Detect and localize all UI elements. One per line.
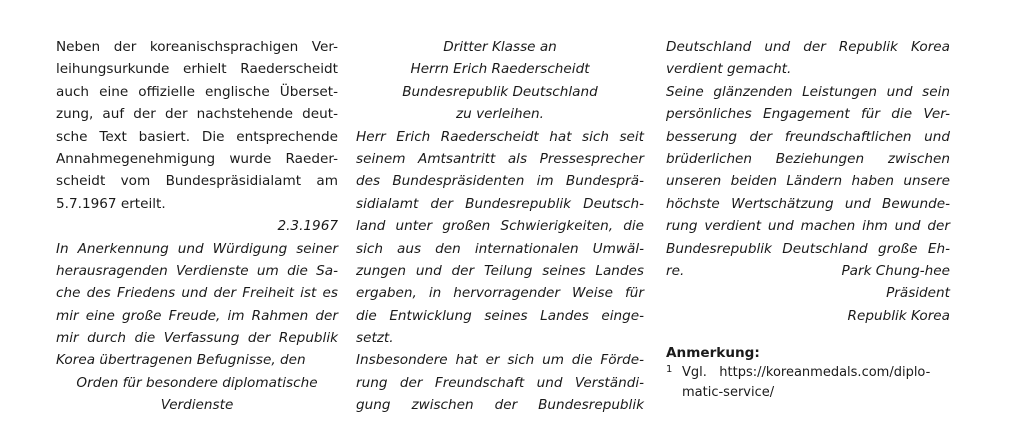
text-line: Bundesrepublik Deutschland große Eh-	[666, 240, 950, 257]
footnote-line: Vgl. https://koreanmedals.com/diplo-	[682, 365, 931, 381]
text-line: Insbesondere hat er sich um die Förde-	[356, 352, 644, 369]
text-line: herausragenden Verdienste um die Sa-	[56, 262, 338, 279]
text-line: ergaben, in hervorragender Weise für	[356, 285, 644, 302]
text-line: Korea übertragenen Befugnisse, den	[56, 352, 306, 369]
continuation-paragraph	[666, 36, 950, 81]
text-line: die Entwicklung seines Landes einge-	[356, 307, 644, 324]
text-line: In Anerkennung und Würdigung seiner	[56, 240, 338, 257]
note-heading: Anmerkung:	[666, 345, 760, 362]
text-line: land unter großen Schwierigkeiten, die	[356, 218, 644, 235]
text-line: zung, auf der der nachstehende deut-	[56, 106, 338, 123]
footnote-line: matic-service/	[682, 385, 775, 401]
achievement-paragraph	[666, 81, 950, 327]
text-line: mir eine große Freude, im Rahmen der	[56, 307, 338, 324]
column-left	[56, 36, 338, 417]
text-line: Herrn Erich Raederscheidt	[410, 61, 590, 78]
text-line: Deutschland und der Republik Korea	[666, 39, 950, 55]
last-line-with-signer	[666, 260, 950, 282]
text-line: brüderlichen Beziehungen zwischen	[666, 150, 950, 167]
footnote	[666, 363, 950, 403]
text-line: che des Friedens und der Freiheit ist es	[56, 285, 338, 302]
text-line: setzt.	[356, 330, 394, 347]
text-line: re.	[666, 262, 685, 279]
text-line: des Bundespräsidenten im Bundesprä-	[356, 173, 644, 190]
award-recipient-block	[356, 36, 644, 126]
text-line: rung der Freundschaft und Verständi-	[356, 374, 644, 391]
column-right	[666, 36, 950, 403]
text-line: unseren beiden Ländern haben unsere	[666, 173, 950, 190]
signer-title: Präsident	[886, 285, 950, 302]
award-quote	[56, 238, 338, 417]
text-line: persönliches Engagement für die Ver-	[666, 106, 950, 123]
text-line: verdient gemacht.	[666, 61, 792, 78]
text-line: seinem Amtsantritt als Pressesprecher	[356, 150, 644, 167]
text-line: besserung der freundschaftlichen und	[666, 128, 950, 145]
text-line: auch eine offizielle englische Überset-	[56, 83, 338, 100]
text-line: höchste Wertschätzung und Bewunde-	[666, 195, 950, 212]
merit-paragraph	[356, 126, 644, 350]
text-line: sidialamt der Bundesrepublik Deutsch-	[356, 195, 644, 212]
signer-country: Republik Korea	[847, 307, 950, 324]
text-line: zu verleihen.	[456, 106, 544, 123]
text-line: sche Text basiert. Die entsprechende	[56, 128, 338, 145]
text-line: rung verdient und machen ihm und der	[666, 218, 950, 235]
order-name-line: Verdienste	[160, 397, 234, 414]
footnote-marker: 1	[666, 364, 673, 376]
text-line: Seine glänzenden Leistungen und sein	[666, 83, 950, 100]
text-line: 5.7.1967 erteilt.	[56, 195, 166, 212]
text-line: Neben der koreanischsprachigen Ver-	[56, 39, 338, 55]
text-line: scheidt vom Bundespräsidialamt am	[56, 173, 338, 190]
column-middle	[356, 36, 644, 417]
text-line: Dritter Klasse an	[443, 39, 557, 55]
document-date: 2.3.1967	[277, 218, 338, 235]
intro-paragraph	[56, 36, 338, 215]
text-line: Herr Erich Raederscheidt hat sich seit	[356, 128, 644, 145]
text-line: zungen und der Teilung seines Landes	[356, 262, 644, 279]
text-line: gung zwischen der Bundesrepublik	[356, 397, 644, 414]
signer-name: Park Chung-hee	[841, 262, 950, 279]
text-line: Bundesrepublik Deutschland	[402, 83, 598, 100]
order-name-line: Orden für besondere diplomatische	[76, 374, 318, 391]
friendship-paragraph	[356, 349, 644, 416]
text-line: leihungsurkunde erhielt Raederscheidt	[56, 61, 338, 78]
text-line: mir durch die Verfassung der Republik	[56, 330, 338, 347]
text-line: sich aus den internationalen Umwäl-	[356, 240, 644, 257]
text-line: Annahmegenehmigung wurde Raeder-	[56, 150, 338, 167]
